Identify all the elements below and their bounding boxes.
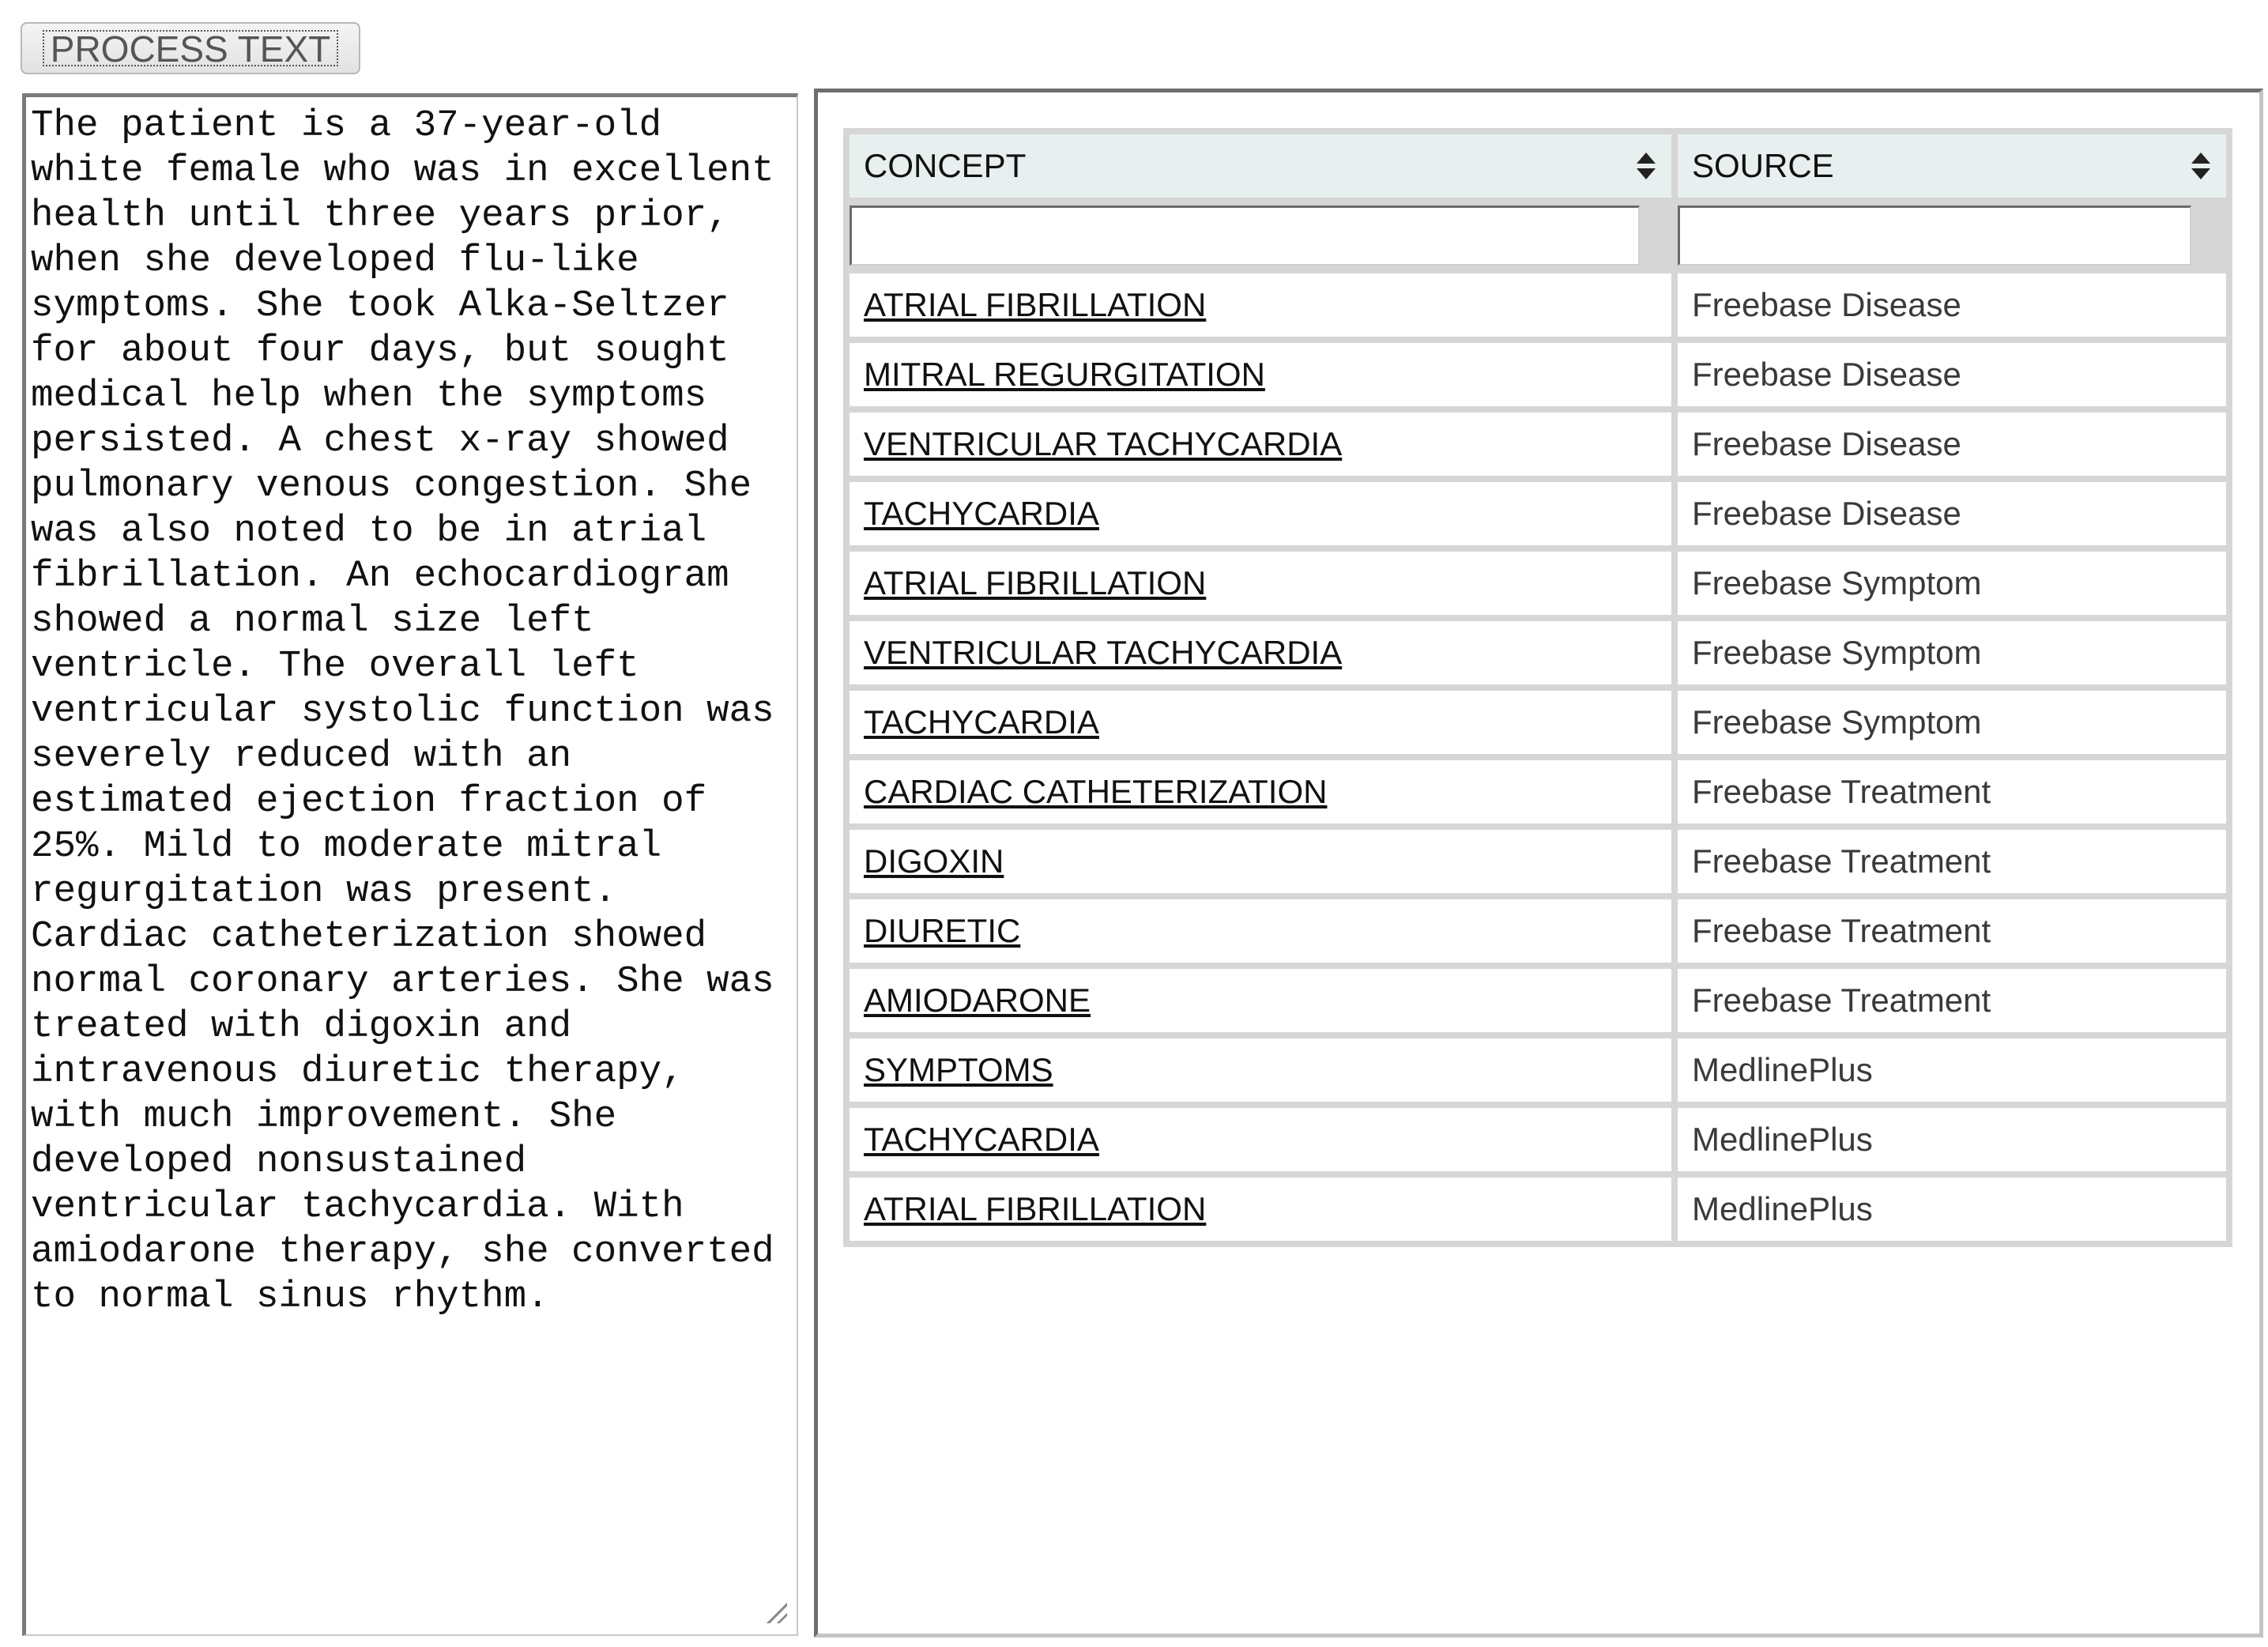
- concept-link[interactable]: TACHYCARDIA: [864, 495, 1099, 532]
- process-text-button[interactable]: [21, 22, 360, 74]
- concept-cell: [850, 1178, 1671, 1241]
- source-cell: Freebase Symptom: [1678, 552, 2226, 615]
- concept-link[interactable]: ATRIAL FIBRILLATION: [864, 564, 1207, 601]
- table-row: [850, 552, 2226, 615]
- concept-column-label: CONCEPT: [864, 147, 1027, 184]
- source-column-label: SOURCE: [1692, 147, 1834, 184]
- table-row: [850, 691, 2226, 754]
- concept-link[interactable]: DIGOXIN: [864, 842, 1004, 880]
- concept-filter-input[interactable]: [850, 205, 1640, 266]
- source-cell: Freebase Disease: [1678, 343, 2226, 406]
- source-cell: Freebase Symptom: [1678, 621, 2226, 684]
- concept-link[interactable]: ATRIAL FIBRILLATION: [864, 1190, 1207, 1227]
- concept-link[interactable]: ATRIAL FIBRILLATION: [864, 286, 1207, 323]
- table-row: [850, 760, 2226, 824]
- concept-link[interactable]: AMIODARONE: [864, 982, 1091, 1019]
- sort-icon[interactable]: [1635, 151, 1657, 181]
- source-column-header[interactable]: [1678, 134, 2226, 198]
- concept-cell: [850, 621, 1671, 684]
- table-row: [850, 1178, 2226, 1241]
- source-cell: MedlinePlus: [1678, 1038, 2226, 1102]
- concept-cell: [850, 482, 1671, 545]
- table-row: [850, 899, 2226, 963]
- concept-cell: [850, 691, 1671, 754]
- concept-cell: [850, 830, 1671, 893]
- concept-column-header[interactable]: [850, 134, 1671, 198]
- source-cell: MedlinePlus: [1678, 1108, 2226, 1171]
- table-row: [850, 482, 2226, 545]
- table-row: [850, 343, 2226, 406]
- table-body: [850, 273, 2226, 1241]
- results-panel: [814, 89, 2263, 1638]
- concept-link[interactable]: TACHYCARDIA: [864, 1121, 1099, 1158]
- source-cell: MedlinePlus: [1678, 1178, 2226, 1241]
- source-cell: Freebase Treatment: [1678, 830, 2226, 893]
- concept-link[interactable]: MITRAL REGURGITATION: [864, 356, 1265, 393]
- concept-cell: [850, 969, 1671, 1032]
- source-cell: Freebase Treatment: [1678, 760, 2226, 824]
- table-row: [850, 1108, 2226, 1171]
- source-cell: Freebase Treatment: [1678, 899, 2226, 963]
- clinical-text-input[interactable]: [22, 93, 798, 1636]
- table-row: [850, 830, 2226, 893]
- concept-cell: [850, 343, 1671, 406]
- concept-cell: [850, 1108, 1671, 1171]
- table-row: [850, 413, 2226, 476]
- filter-row: [850, 204, 2226, 267]
- concept-link[interactable]: VENTRICULAR TACHYCARDIA: [864, 634, 1343, 671]
- source-filter-cell: [1678, 204, 2226, 267]
- concept-filter-cell: [850, 204, 1671, 267]
- source-filter-input[interactable]: [1678, 205, 2191, 266]
- source-cell: Freebase Symptom: [1678, 691, 2226, 754]
- table-row: [850, 969, 2226, 1032]
- concepts-table: [843, 128, 2232, 1247]
- concept-cell: [850, 552, 1671, 615]
- table-header-row: [850, 134, 2226, 198]
- concept-link[interactable]: VENTRICULAR TACHYCARDIA: [864, 425, 1343, 462]
- table-row: [850, 621, 2226, 684]
- table-row: [850, 273, 2226, 337]
- concept-cell: [850, 760, 1671, 824]
- concept-link[interactable]: SYMPTOMS: [864, 1051, 1053, 1088]
- concept-cell: [850, 1038, 1671, 1102]
- source-cell: Freebase Disease: [1678, 482, 2226, 545]
- concept-link[interactable]: DIURETIC: [864, 912, 1021, 949]
- sort-icon[interactable]: [2190, 151, 2212, 181]
- source-cell: Freebase Treatment: [1678, 969, 2226, 1032]
- concept-link[interactable]: TACHYCARDIA: [864, 703, 1099, 741]
- table-row: [850, 1038, 2226, 1102]
- source-cell: Freebase Disease: [1678, 413, 2226, 476]
- concept-cell: [850, 413, 1671, 476]
- process-text-label: PROCESS TEXT: [43, 30, 338, 66]
- source-cell: Freebase Disease: [1678, 273, 2226, 337]
- concept-cell: [850, 273, 1671, 337]
- concept-cell: [850, 899, 1671, 963]
- concept-link[interactable]: CARDIAC CATHETERIZATION: [864, 773, 1328, 810]
